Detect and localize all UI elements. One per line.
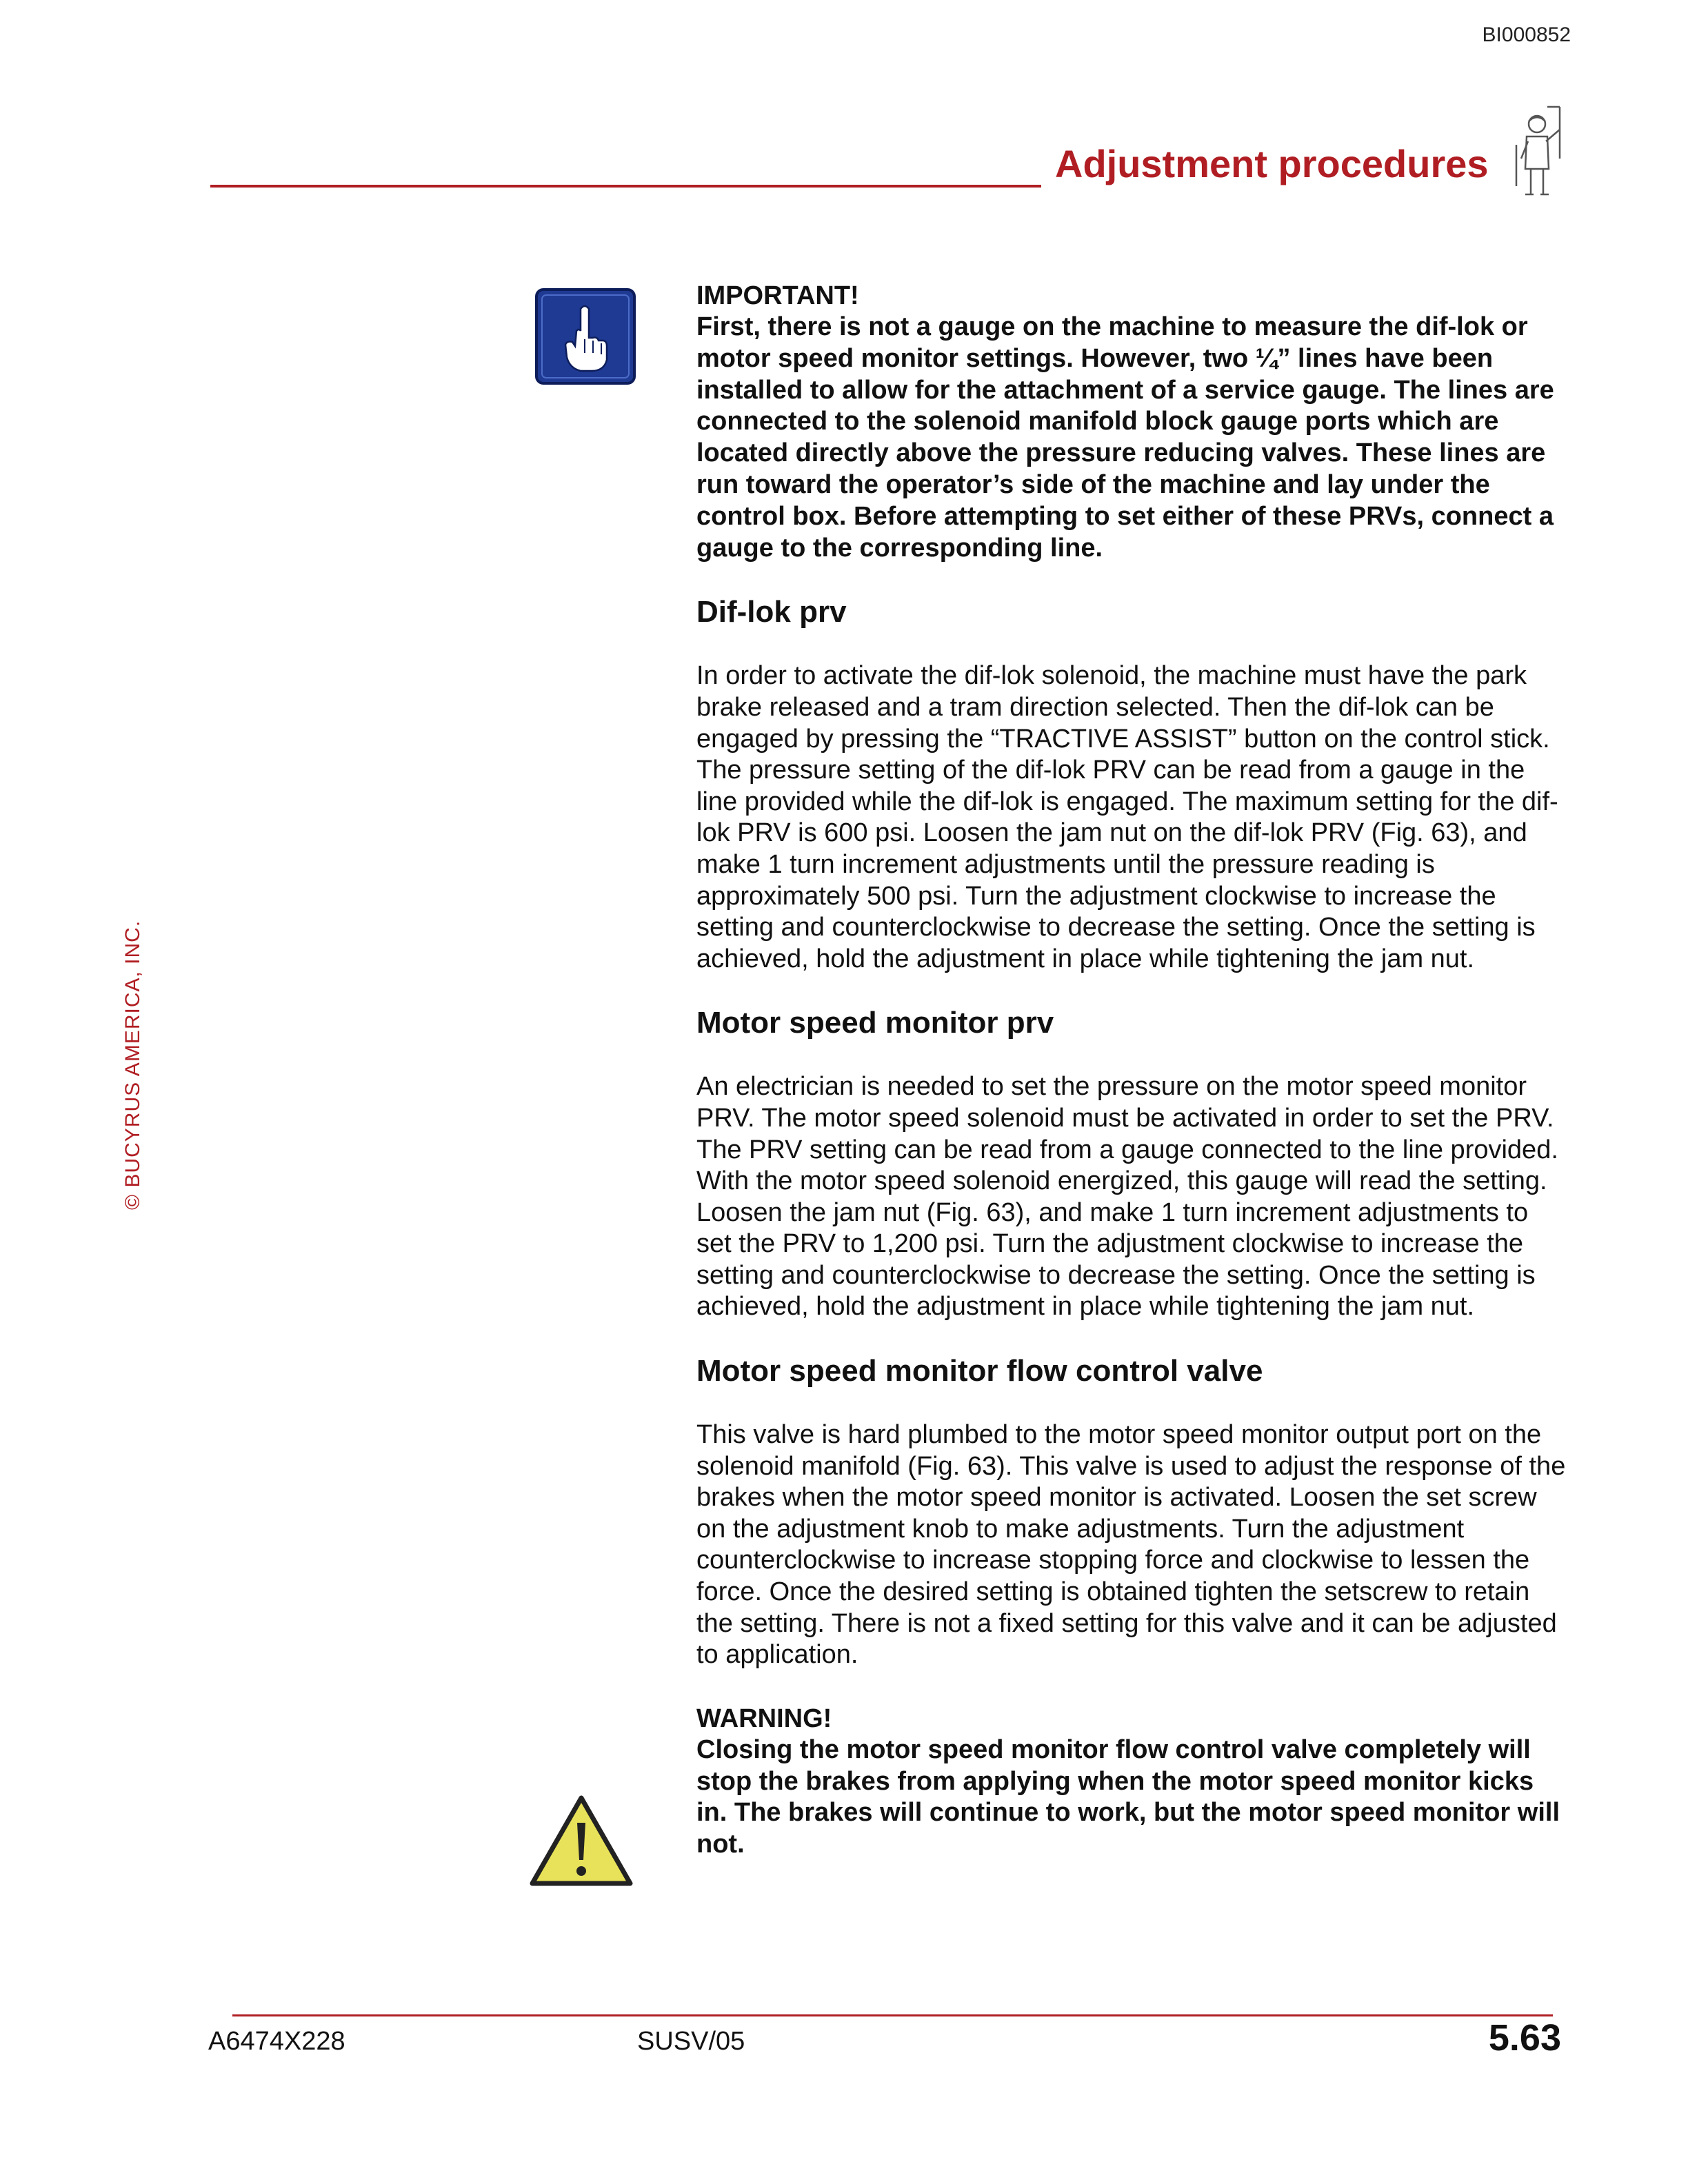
important-title: IMPORTANT! — [696, 281, 859, 310]
heading-dif-lok-prv: Dif-lok prv — [696, 595, 847, 629]
heading-flow-control-valve: Motor speed monitor flow control valve — [696, 1354, 1263, 1388]
paragraph-motor-speed-monitor-prv: An electrician is needed to set the pressure on the motor speed monitor PRV. The motor speed solenoid must be activated in order to set the PRV. The PRV setting can be read from a gauge connected to the line provided. With the motor speed solenoid energized, this gauge will read the setting. Loosen the jam nut (Fig. 63), and make 1 turn increment adjustments to set the PRV to 1,200 psi. Turn the adjustment clockwise to increase the setting and counterclockwise to decrease the setting. Once the setting is achieved, hold the adjustment in place while tightening the jam nut. — [696, 1072, 1558, 1322]
warning-text: Closing the motor speed monitor flow control valve completely will stop the brakes from applying when the motor speed monitor kicks in. The brakes will continue to work, but the motor speed monitor will not. — [696, 1735, 1560, 1859]
pointing-hand-icon — [535, 288, 636, 385]
warning-callout — [696, 1703, 1567, 1861]
document-id: BI000852 — [1482, 23, 1571, 46]
header-rule — [210, 185, 1041, 188]
footer-doc-number: A6474X228 — [208, 2027, 345, 2056]
heading-motor-speed-monitor-prv: Motor speed monitor prv — [696, 1006, 1054, 1040]
paragraph-dif-lok-prv: In order to activate the dif-lok solenoid, the machine must have the park brake released and a tram direction selected. Then the dif-lok can be engaged by pressing the “TRACTIVE ASSIST” button on the control stick. The pressure setting of the dif-lok PRV can be read from a gauge in the line provided while the dif-lok is engaged. The maximum setting for the dif-lok PRV is 600 psi. Loosen the jam nut on the dif-lok PRV (Fig. 63), and make 1 turn increment adjustments until the pressure reading is approximately 500 psi. Turn the adjustment clockwise to increase the setting and counterclockwise to decrease the setting. Once the setting is achieved, hold the adjustment in place while tightening the jam nut. — [696, 661, 1558, 973]
main-content — [696, 280, 1567, 1861]
warning-title: WARNING! — [696, 1703, 832, 1733]
warning-triangle-icon — [528, 1794, 634, 1889]
side-copyright: © BUCYRUS AMERICA, INC. — [121, 920, 144, 1210]
section-title: Adjustment procedures — [1055, 142, 1489, 185]
important-callout — [696, 280, 1567, 564]
footer-revision: SUSV/05 — [637, 2027, 745, 2056]
footer-rule — [232, 2014, 1553, 2016]
mechanic-icon — [1506, 103, 1568, 200]
important-text: First, there is not a gauge on the machine to measure the dif-lok or motor speed monitor settings. However, two ¼” lines have been installed to allow for the attachment of a service gauge. The lines are connected to the solenoid manifold block gauge ports which are located directly above the pressure reducing valves. These lines are run toward the operator’s side of the machine and lay under the control box. Before attempting to set either of these PRVs, connect a gauge to the corresponding line. — [696, 312, 1554, 563]
page-number: 5.63 — [1488, 2017, 1561, 2059]
paragraph-flow-control-valve: This valve is hard plumbed to the motor speed monitor output port on the solenoid manifold (Fig. 63). This valve is used to adjust the response of the brakes when the motor speed monitor is activated. Loosen the set screw on the adjustment knob to make adjustments. Turn the adjustment counterclockwise to increase stopping force and clockwise to lessen the force. Once the desired setting is obtained tighten the setscrew to retain the setting. There is not a fixed setting for this valve and it can be adjusted to application. — [696, 1420, 1566, 1670]
